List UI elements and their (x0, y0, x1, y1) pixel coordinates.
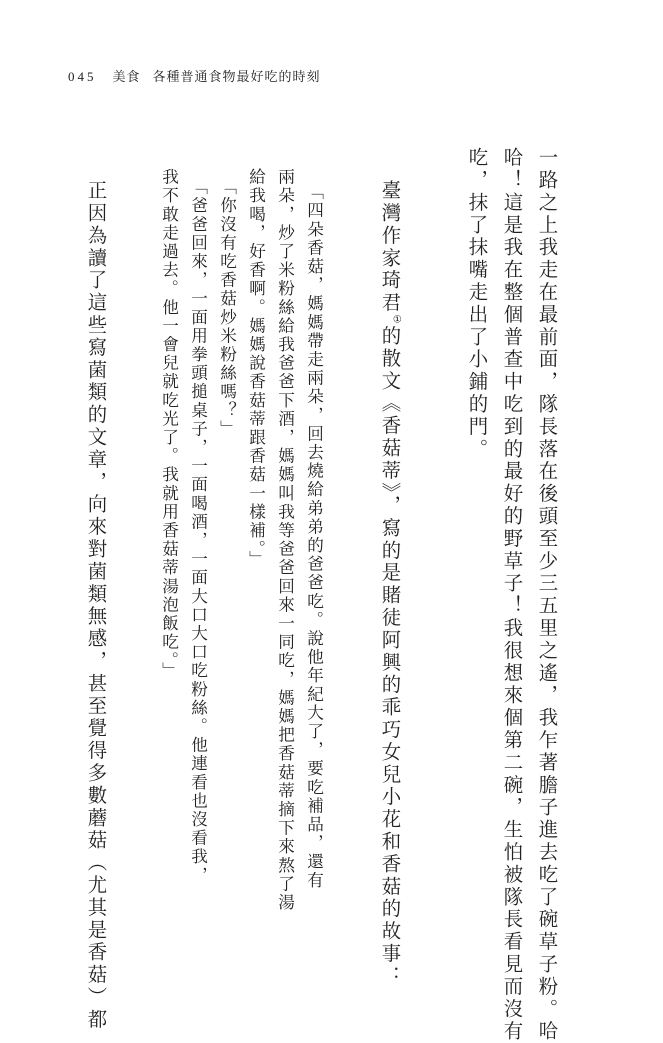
text-column-1: 一路之上我走在最前面，隊長落在後頭至少三五里之遙，我乍著膽子進去吃了碗草子粉。哈 (535, 147, 559, 1043)
chapter-title: 各種普通食物最好吃的時刻 (152, 70, 321, 85)
text-column-2: 哈！這是我在整個普查中吃到的最好的野草子！我很想來個第二碗，生怕被隊長看見而沒有 (500, 147, 524, 1043)
author-mention: 臺灣作家琦君 (378, 180, 402, 315)
essay-intro: 的散文《香菇蒂》，寫的是賭徒阿興的乖巧女兒小花和香菇的故事： (378, 325, 402, 988)
quote-column-6: 我不敢走過去。他一會兒就吃光了。我就用香菇蒂湯泡飯吃。」 (159, 168, 179, 681)
text-column-3: 吃，抹了抹嘴走出了小鋪的門。 (465, 147, 489, 461)
quote-column-3: 給我喝，好香啊。媽媽說香菇蒂跟香菇一樣補。」 (246, 168, 266, 569)
section-name: 美食 (112, 70, 141, 85)
footnote-marker: ① (391, 314, 403, 326)
quote-column-2: 兩朵，炒了米粉絲給我爸爸下酒，媽媽叫我等爸爸回來一同吃，媽媽把香菇蒂摘下來熬了湯 (275, 168, 295, 912)
running-header (68, 66, 321, 85)
quote-column-4: 「你沒有吃香菇炒米粉絲嗎？」 (217, 178, 237, 439)
text-column-5: 正因為讀了這些寫菌類的文章，向來對菌類無感，甚至覺得多數蘑菇（尤其是香菇）都 (84, 180, 108, 1032)
text-column-4 (380, 180, 402, 988)
quote-column-1: 「四朵香菇，媽媽帶走兩朵，回去燒給弟弟的爸爸吃。說他年紀大了，要吃補品，還有 (304, 183, 324, 890)
quote-column-5: 「爸爸回來，一面用拳頭搥桌子，一面喝酒，一面大口大口吃粉絲。他連看也沒看我， (188, 178, 208, 885)
page-number: 045 (68, 69, 97, 84)
